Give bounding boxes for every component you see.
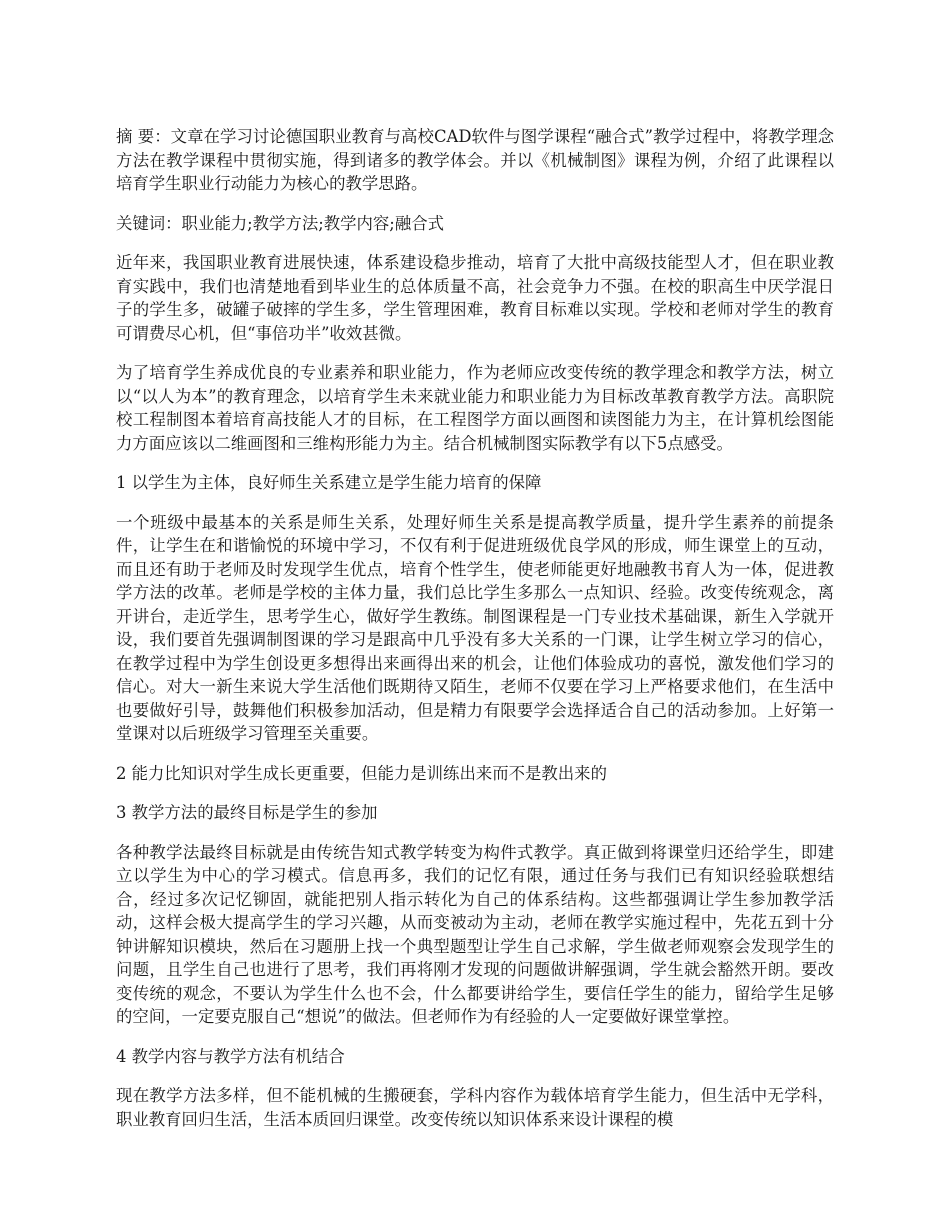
- keywords-paragraph: 关键词：职业能力;教学方法;教学内容;融合式: [116, 213, 444, 233]
- body-paragraph: 一个班级中最基本的关系是师生关系，处理好师生关系是提高教学质量，提升学生素养的前提条件，让学生在和谐愉悦的环境中学习，不仅有利于促进班级优良学风的形成，师生课堂上的互动，而且还有助于老师及时发现学生优点，培育个性学生，使老师能更好地融教书育人为一体，促进教学方法的改革。老师是学校的主体力量，我们总比学生多那么一点知识、经验。改变传统观念，离开讲台，走近学生，思考学生心，做好学生教练。制图课程是一门专业技术基础课，新生入学就开设，我们要首先强调制图课的学习是跟高中几乎没有多大关系的一门课，让学生树立学习的信心，在教学过程中为学生创设更多想得出来画得出来的机会，让他们体验成功的喜悦，激发他们学习的信心。对大一新生来说大学生活他们既期待又陌生，老师不仅要在学习上严格要求他们，在生活中也要做好引导，鼓舞他们积极参加活动，但是精力有限要学会选择适合自己的活动参加。上好第一堂课对以后班级学习管理至关重要。: [116, 512, 834, 743]
- body-paragraph: 为了培育学生养成优良的专业素养和职业能力，作为老师应改变传统的教学理念和教学方法，树立以“以人为本”的教育理念，以培育学生未来就业能力和职业能力为目标改革教育教学方法。高职院校工程制图本着培育高技能人才的目标，在工程图学方面以画图和读图能力为主，在计算机绘图能力方面应该以二维画图和三维构形能力为主。结合机械制图实际教学有以下5点感受。: [116, 363, 834, 453]
- abstract-paragraph: 摘 要：文章在学习讨论德国职业教育与高校CAD软件与图学课程“融合式”教学过程中，将教学理念方法在教学课程中贯彻实施，得到诸多的教学体会。并以《机械制图》课程为例，介绍了此课程以培育学生职业行动能力为核心的教学思路。: [116, 127, 834, 193]
- section-heading: 4 教学内容与教学方法有机结合: [116, 1046, 345, 1066]
- section-heading: 2 能力比知识对学生成长更重要，但能力是训练出来而不是教出来的: [116, 763, 607, 783]
- section-heading: 1 以学生为主体，良好师生关系建立是学生能力培育的保障: [116, 473, 542, 492]
- body-paragraph: 近年来，我国职业教育进展快速，体系建设稳步推动，培育了大批中高级技能型人才，但在职业教育实践中，我们也清楚地看到毕业生的总体质量不高，社会竞争力不强。在校的职高生中厌学混日子的学生多，破罐子破摔的学生多，学生管理困难，教育目标难以实现。学校和老师对学生的教育可谓费尽心机，但“事倍功半”收效甚微。: [116, 253, 834, 343]
- section-heading: 3 教学方法的最终目标是学生的参加: [116, 803, 378, 822]
- body-paragraph: 各种教学法最终目标就是由传统告知式教学转变为构件式教学。真正做到将课堂归还给学生，即建立以学生为中心的学习模式。信息再多，我们的记忆有限，通过任务与我们已有知识经验联想结合，经过多次记忆铆固，就能把别人指示转化为自己的体系结构。这些都强调让学生参加教学活动，这样会极大提高学生的学习兴趣，从而变被动为主动，老师在教学实施过程中，先花五到十分钟讲解知识模块，然后在习题册上找一个典型题型让学生自己求解，学生做老师观察会发现学生的问题，且学生自己也进行了思考，我们再将刚才发现的问题做讲解强调，学生就会豁然开朗。要改变传统的观念，不要认为学生什么也不会，什么都要讲给学生，要信任学生的能力，留给学生足够的空间，一定要克服自己“想说”的做法。但老师作为有经验的人一定要做好课堂掌控。: [116, 842, 834, 1026]
- body-paragraph: 现在教学方法多样，但不能机械的生搬硬套，学科内容作为载体培育学生能力，但生活中无学科，职业教育回归生活，生活本质回归课堂。改变传统以知识体系来设计课程的模: [116, 1086, 834, 1129]
